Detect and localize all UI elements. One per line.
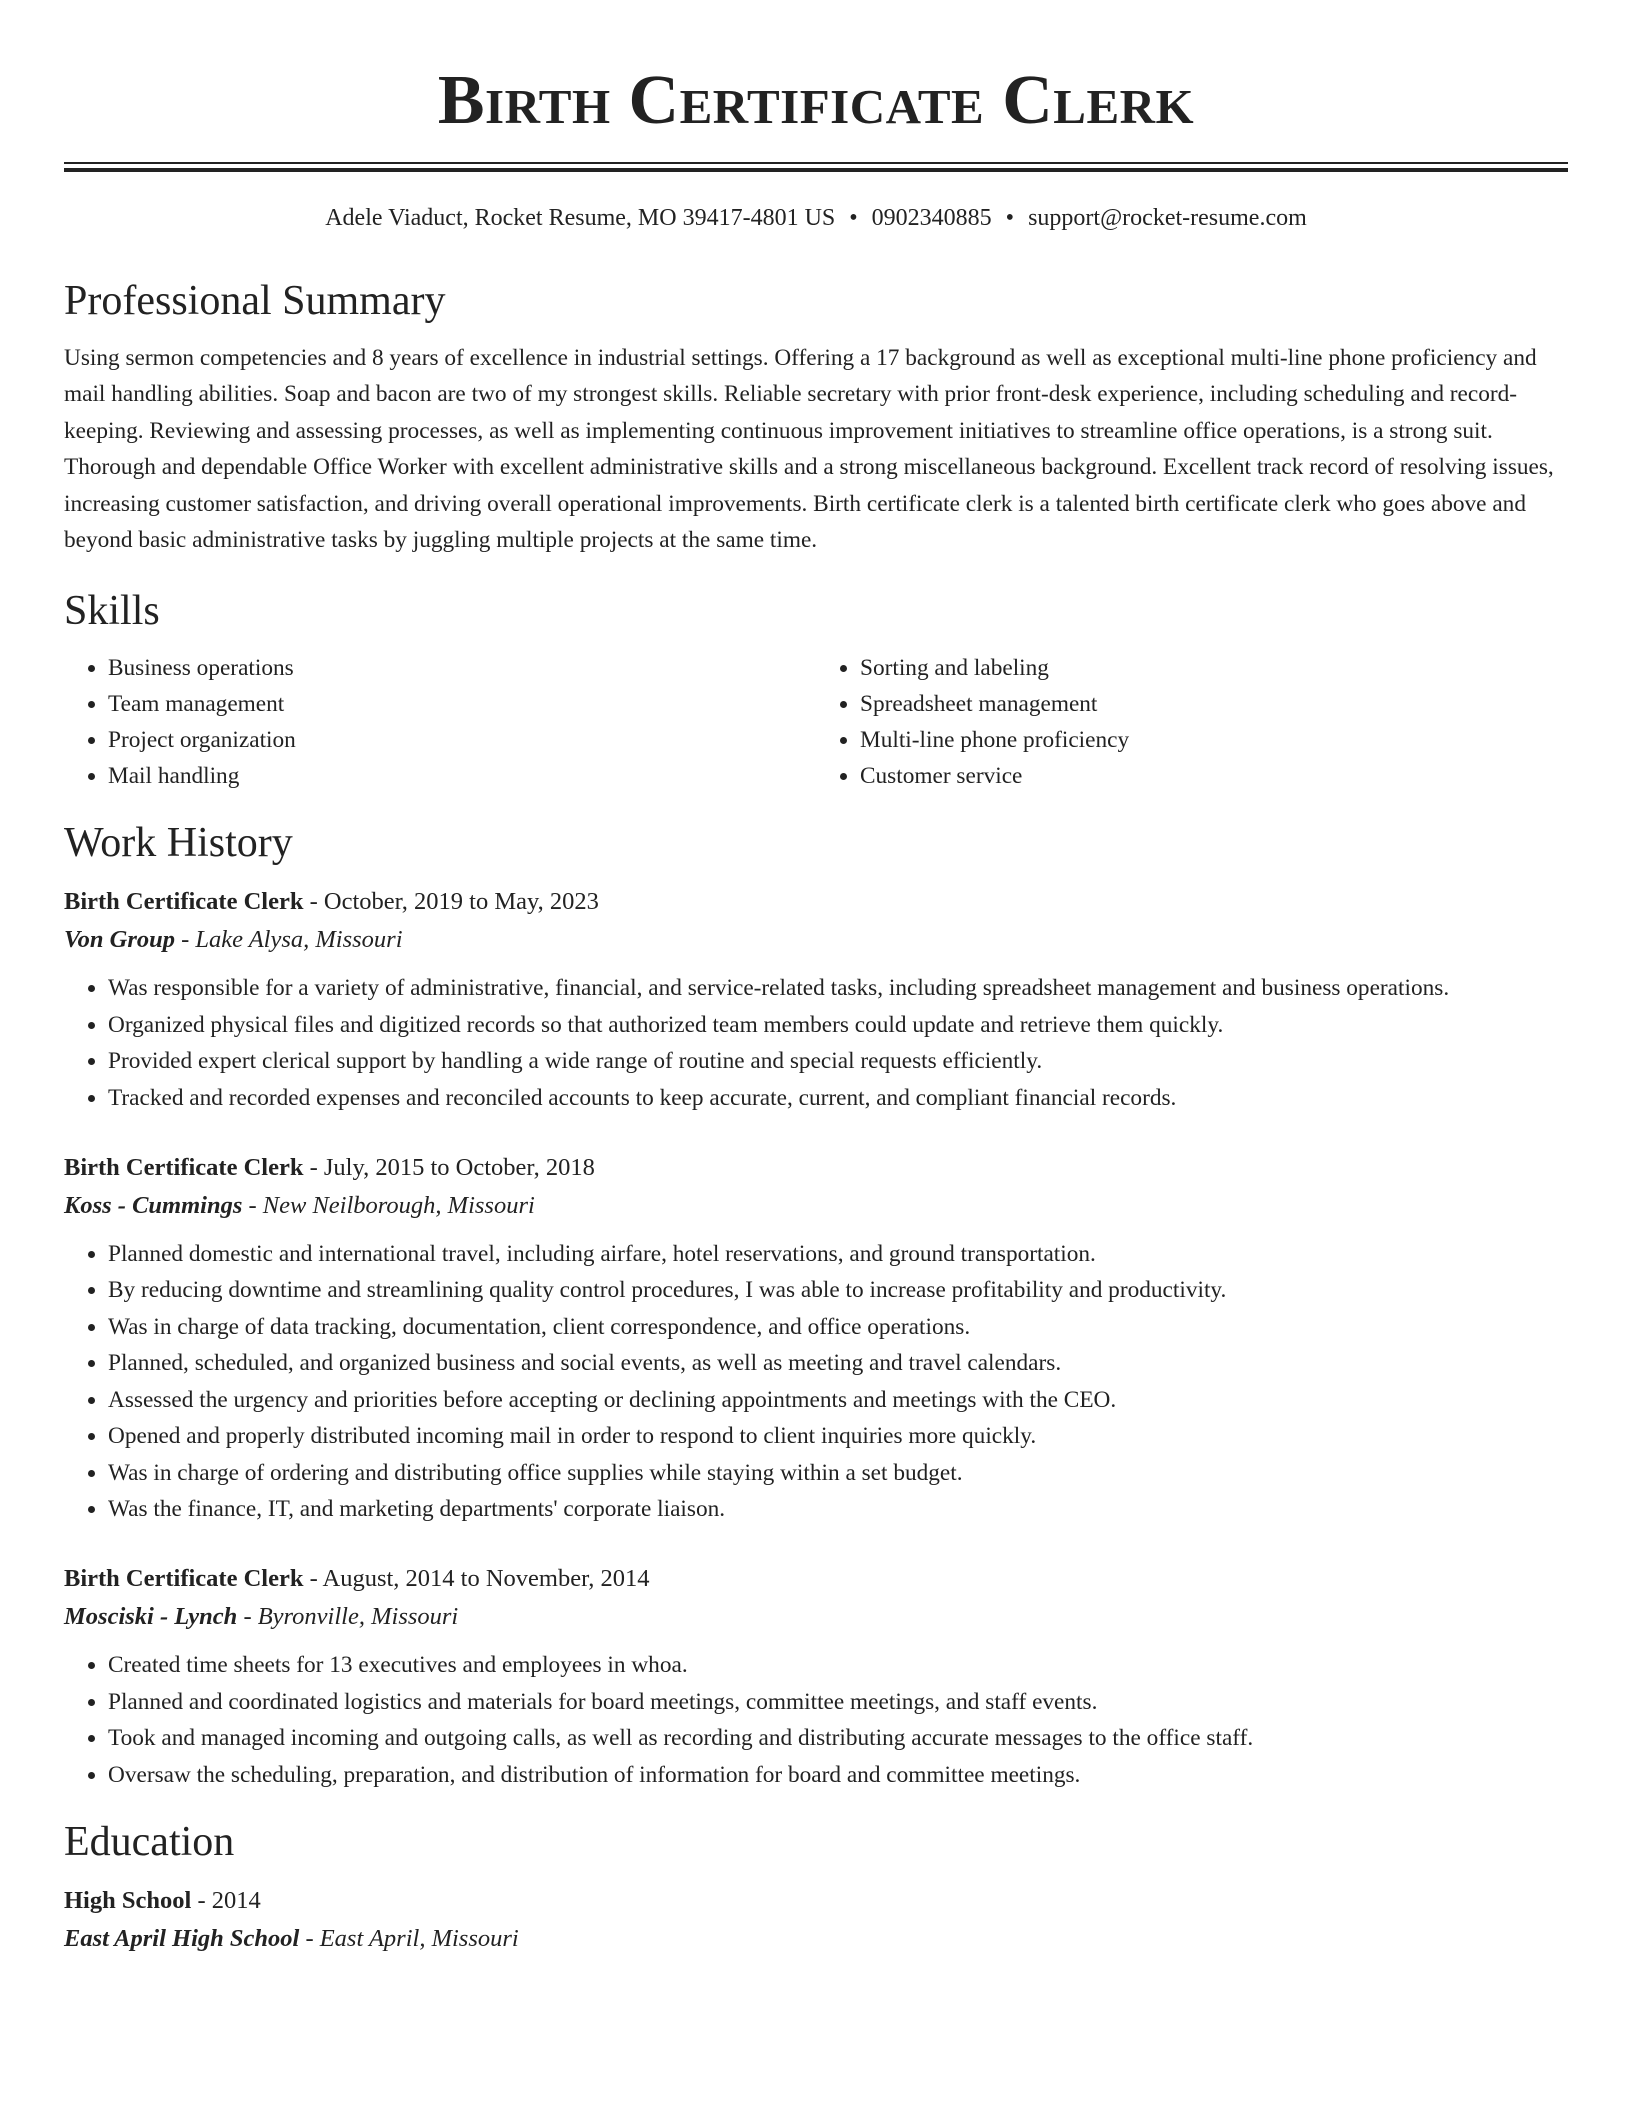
job-company: Mosciski - Lynch — [64, 1603, 238, 1631]
job-company: Koss - Cummings — [64, 1192, 243, 1220]
job-duty-item: • Assessed the urgency and priorities before accepting or declining appointments and meetings with the CEO. — [108, 1382, 1568, 1418]
skill-item: • Sorting and labeling — [860, 650, 1568, 686]
job-duty-item: • Took and managed incoming and outgoing calls, as well as recording and distributing accurate messages to the office staff. — [108, 1720, 1568, 1756]
job-duty-item: • Opened and properly distributed incoming mail in order to respond to client inquiries more quickly. — [108, 1418, 1568, 1454]
education-heading: Education — [64, 1818, 235, 1865]
resume-title: Birth Certificate Clerk — [437, 62, 1195, 139]
contact-address: Adele Viaduct, Rocket Resume, MO 39417-4801 US — [325, 205, 836, 231]
job-duty-item: • Created time sheets for 13 executives and employees in whoa. — [108, 1647, 1568, 1683]
job-location: - Lake Alysa, Missouri — [174, 926, 403, 954]
contact-separator: • — [1005, 205, 1015, 231]
job-location: - New Neilborough, Missouri — [242, 1192, 535, 1220]
contact-phone: 0902340885 — [871, 205, 992, 231]
job-entry — [64, 884, 1568, 1116]
job-location: - Byronville, Missouri — [237, 1603, 459, 1631]
job-title: Birth Certificate Clerk — [64, 888, 304, 916]
job-duties — [64, 1236, 1568, 1527]
skill-item: • Customer service — [860, 758, 1568, 794]
job-duty-item: • Planned domestic and international travel, including airfare, hotel reservations, and ground transportation. — [108, 1236, 1568, 1272]
job-title: Birth Certificate Clerk — [64, 1565, 304, 1593]
skills-column-left — [64, 650, 816, 794]
job-duty-item: • Planned and coordinated logistics and materials for board meetings, committee meetings, and staff events. — [108, 1684, 1568, 1720]
skills-list — [64, 650, 1568, 794]
contact-line — [64, 202, 1568, 234]
job-duty-item: • Was responsible for a variety of administrative, financial, and service-related tasks, including spreadsheet management and business operations. — [108, 970, 1568, 1006]
education-year: - 2014 — [191, 1886, 261, 1914]
title-divider — [64, 162, 1568, 172]
education-degree: High School — [64, 1886, 192, 1914]
job-duty-item: • By reducing downtime and streamlining quality control procedures, I was able to increase profitability and productivity. — [108, 1272, 1568, 1308]
job-title-line — [64, 1150, 1568, 1186]
education-degree-line — [64, 1883, 1568, 1919]
job-duty-item: • Planned, scheduled, and organized business and social events, as well as meeting and travel calendars. — [108, 1345, 1568, 1381]
job-company-line — [64, 920, 1568, 960]
summary-heading: Professional Summary — [64, 278, 446, 324]
job-dates: - July, 2015 to October, 2018 — [303, 1154, 595, 1182]
skill-item: • Spreadsheet management — [860, 686, 1568, 722]
summary-text: Using sermon competencies and 8 years of excellence in industrial settings. Offering a 17 background as well as exceptional multi-line phone proficiency and mail handling abilities. Soap and bacon are two of my strongest skills. Reliable secretary with prior front-desk experience, including scheduling and record-keeping. Reviewing and assessing processes, as well as implementing continuous improvement initiatives to streamline office operations, is a strong suit. Thorough and dependable Office Worker with excellent administrative skills and a strong miscellaneous background. Excellent track record of resolving issues, increasing customer satisfaction, and driving overall operational improvements. Birth certificate clerk is a talented birth certificate clerk who goes above and beyond basic administrative tasks by juggling multiple projects at the same time. — [64, 345, 1554, 554]
education-school-line — [64, 1919, 1568, 1959]
job-title-line — [64, 1561, 1568, 1597]
job-company-line — [64, 1597, 1568, 1637]
job-dates: - October, 2019 to May, 2023 — [303, 888, 599, 916]
job-duty-item: • Tracked and recorded expenses and reconciled accounts to keep accurate, current, and compliant financial records. — [108, 1080, 1568, 1116]
job-duty-item: • Organized physical files and digitized records so that authorized team members could update and retrieve them quickly. — [108, 1007, 1568, 1043]
education-location: - East April, Missouri — [299, 1924, 519, 1952]
skill-item: • Team management — [108, 686, 816, 722]
job-company: Von Group — [64, 926, 175, 954]
job-entry — [64, 1561, 1568, 1793]
contact-separator: • — [849, 205, 858, 231]
education-school: East April High School — [64, 1924, 300, 1952]
job-duty-item: • Oversaw the scheduling, preparation, and distribution of information for board and committee meetings. — [108, 1757, 1568, 1793]
job-company-line — [64, 1186, 1568, 1226]
job-duties — [64, 1647, 1568, 1793]
skills-column-right — [816, 650, 1568, 794]
work-history-heading: Work History — [64, 820, 293, 867]
skill-item: • Business operations — [108, 650, 816, 686]
job-duty-item: • Was in charge of ordering and distributing office supplies while staying within a set budget. — [108, 1455, 1568, 1491]
contact-email: support@rocket-resume.com — [1028, 205, 1307, 231]
education-entry — [64, 1883, 1568, 1959]
job-dates: - August, 2014 to November, 2014 — [303, 1565, 650, 1593]
job-entry — [64, 1150, 1568, 1527]
job-title: Birth Certificate Clerk — [64, 1154, 304, 1182]
job-title-line — [64, 884, 1568, 920]
job-duties — [64, 970, 1568, 1116]
skills-heading: Skills — [64, 588, 160, 635]
job-duty-item: • Was in charge of data tracking, documentation, client correspondence, and office operations. — [108, 1309, 1568, 1345]
job-duty-item: • Provided expert clerical support by handling a wide range of routine and special requests efficiently. — [108, 1043, 1568, 1079]
skill-item: • Multi-line phone proficiency — [860, 722, 1568, 758]
skill-item: • Mail handling — [108, 758, 816, 794]
skill-item: • Project organization — [108, 722, 816, 758]
job-duty-item: • Was the finance, IT, and marketing departments' corporate liaison. — [108, 1491, 1568, 1527]
